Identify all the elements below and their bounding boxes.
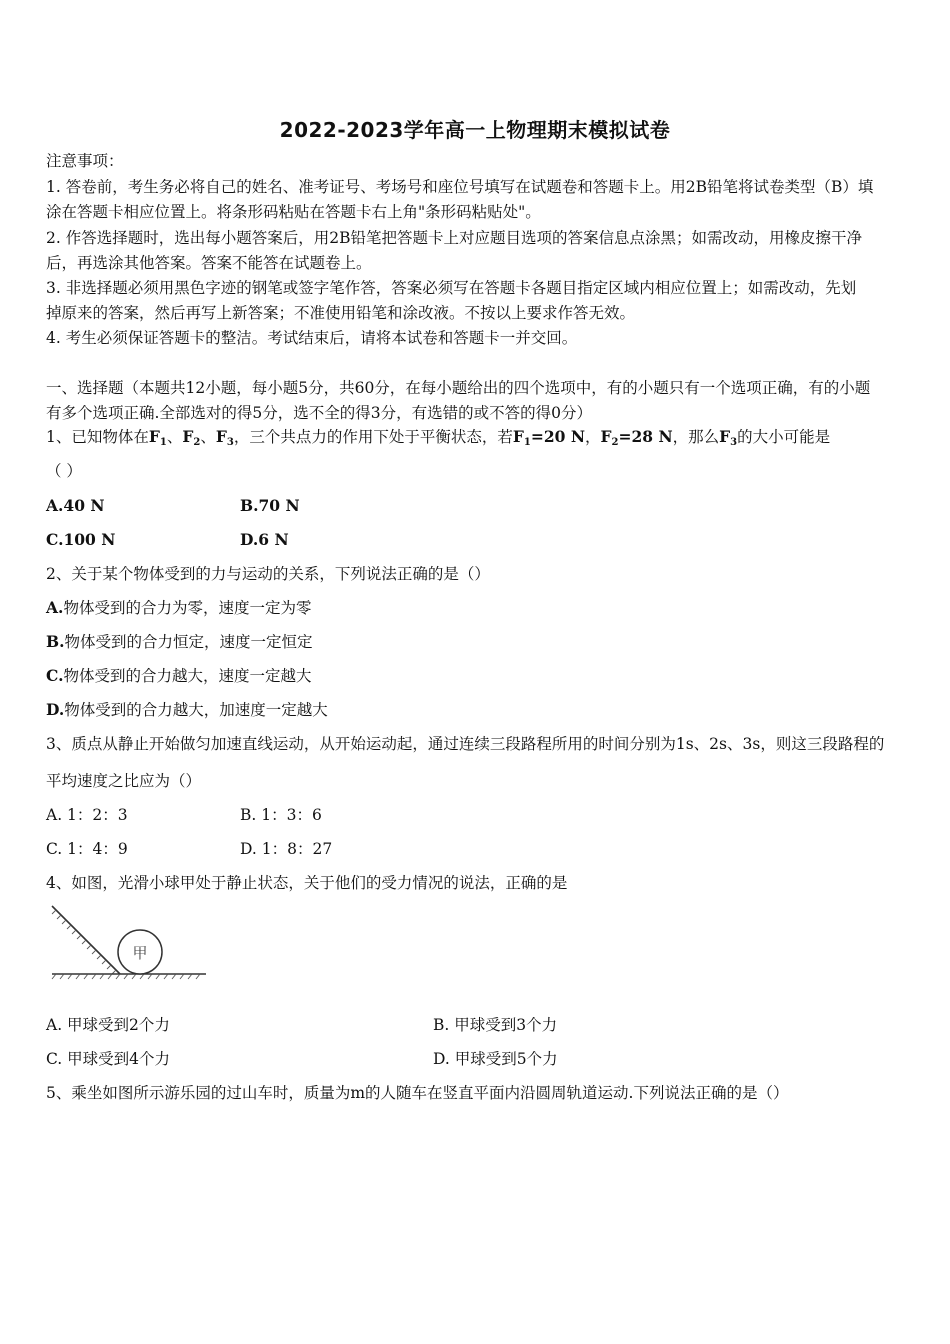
notice-item-3a: 3. 非选择题必须用黑色字迹的钢笔或签字笔作答，答案必须写在答题卡各题目指定区域内相应位置上；如需改动，先划 bbox=[46, 279, 857, 297]
q1-blank: （ ） bbox=[46, 462, 82, 480]
page-title: 2022-2023学年高一上物理期末模拟试卷 bbox=[279, 118, 671, 142]
q4-option-c: C. 甲球受到4个力 bbox=[46, 1050, 171, 1068]
section-header-2: 有多个选项正确.全部选对的得5分，选不全的得3分，有选错的或不答的得0分） bbox=[46, 404, 593, 422]
q4-stem: 4、如图，光滑小球甲处于静止状态，关于他们的受力情况的说法，正确的是 bbox=[46, 874, 568, 892]
q4-option-b: B. 甲球受到3个力 bbox=[433, 1016, 558, 1034]
q1-option-b: B.70 N bbox=[240, 496, 300, 515]
notice-heading: 注意事项： bbox=[46, 152, 124, 170]
ball-on-incline-figure bbox=[48, 900, 210, 980]
notice-item-4: 4. 考生必须保证答题卡的整洁。考试结束后，请将本试卷和答题卡一并交回。 bbox=[46, 329, 578, 347]
notice-item-3b: 掉原来的答案，然后再写上新答案；不准使用铅笔和涂改液。不按以上要求作答无效。 bbox=[46, 304, 636, 322]
section-header-1: 一、选择题（本题共12小题，每小题5分，共60分，在每小题给出的四个选项中，有的小题只有一个选项正确，有的小题 bbox=[46, 379, 871, 397]
notice-item-2a: 2. 作答选择题时，选出每小题答案后，用2B铅笔把答题卡上对应题目选项的答案信息点涂黑；如需改动，用橡皮擦干净 bbox=[46, 229, 862, 247]
q1-option-d: D.6 N bbox=[240, 530, 289, 549]
q3-option-a: A. 1：2：3 bbox=[46, 806, 128, 824]
q1-option-c: C.100 N bbox=[46, 530, 116, 549]
incline-diagram bbox=[48, 900, 210, 980]
q3-option-c: C. 1：4：9 bbox=[46, 840, 128, 858]
q2-stem: 2、关于某个物体受到的力与运动的关系，下列说法正确的是（） bbox=[46, 565, 490, 583]
q2-option-c: C.物体受到的合力越大，速度一定越大 bbox=[46, 666, 312, 685]
q2-option-b: B.物体受到的合力恒定，速度一定恒定 bbox=[46, 632, 313, 651]
q3-stem-2: 平均速度之比应为（） bbox=[46, 772, 202, 790]
notice-item-1a: 1. 答卷前，考生务必将自己的姓名、准考证号、考场号和座位号填写在试题卷和答题卡上。用2B铅笔将试卷类型（B）填 bbox=[46, 178, 874, 196]
q4-option-d: D. 甲球受到5个力 bbox=[433, 1050, 558, 1068]
q3-stem-1: 3、质点从静止开始做匀加速直线运动，从开始运动起，通过连续三段路程所用的时间分别为1s、2s、3s，则这三段路程的 bbox=[46, 735, 885, 753]
notice-item-1b: 涂在答题卡相应位置上。将条形码粘贴在答题卡右上角"条形码粘贴处"。 bbox=[46, 203, 541, 221]
q5-stem: 5、乘坐如图所示游乐园的过山车时，质量为m的人随车在竖直平面内沿圆周轨道运动.下列说法正确的是（） bbox=[46, 1084, 789, 1102]
ball-label: 甲 bbox=[132, 944, 148, 962]
q1-option-a: A.40 N bbox=[46, 496, 105, 515]
q4-option-a: A. 甲球受到2个力 bbox=[46, 1016, 170, 1034]
q3-option-d: D. 1：8：27 bbox=[240, 840, 333, 858]
q2-option-d: D.物体受到的合力越大，加速度一定越大 bbox=[46, 700, 328, 719]
q3-option-b: B. 1：3：6 bbox=[240, 806, 322, 824]
notice-item-2b: 后，再选涂其他答案。答案不能答在试题卷上。 bbox=[46, 254, 372, 272]
incline-hatching bbox=[52, 910, 116, 974]
q2-option-a: A.物体受到的合力为零，速度一定为零 bbox=[46, 598, 312, 617]
q1-stem: 1、已知物体在$F_1$、$F_2$、$F_3$，三个共点力的作用下处于平衡状态，若$F_1=20$ N，$F_2=28$ N，那么$F_3$的大小可能是 bbox=[46, 427, 831, 448]
